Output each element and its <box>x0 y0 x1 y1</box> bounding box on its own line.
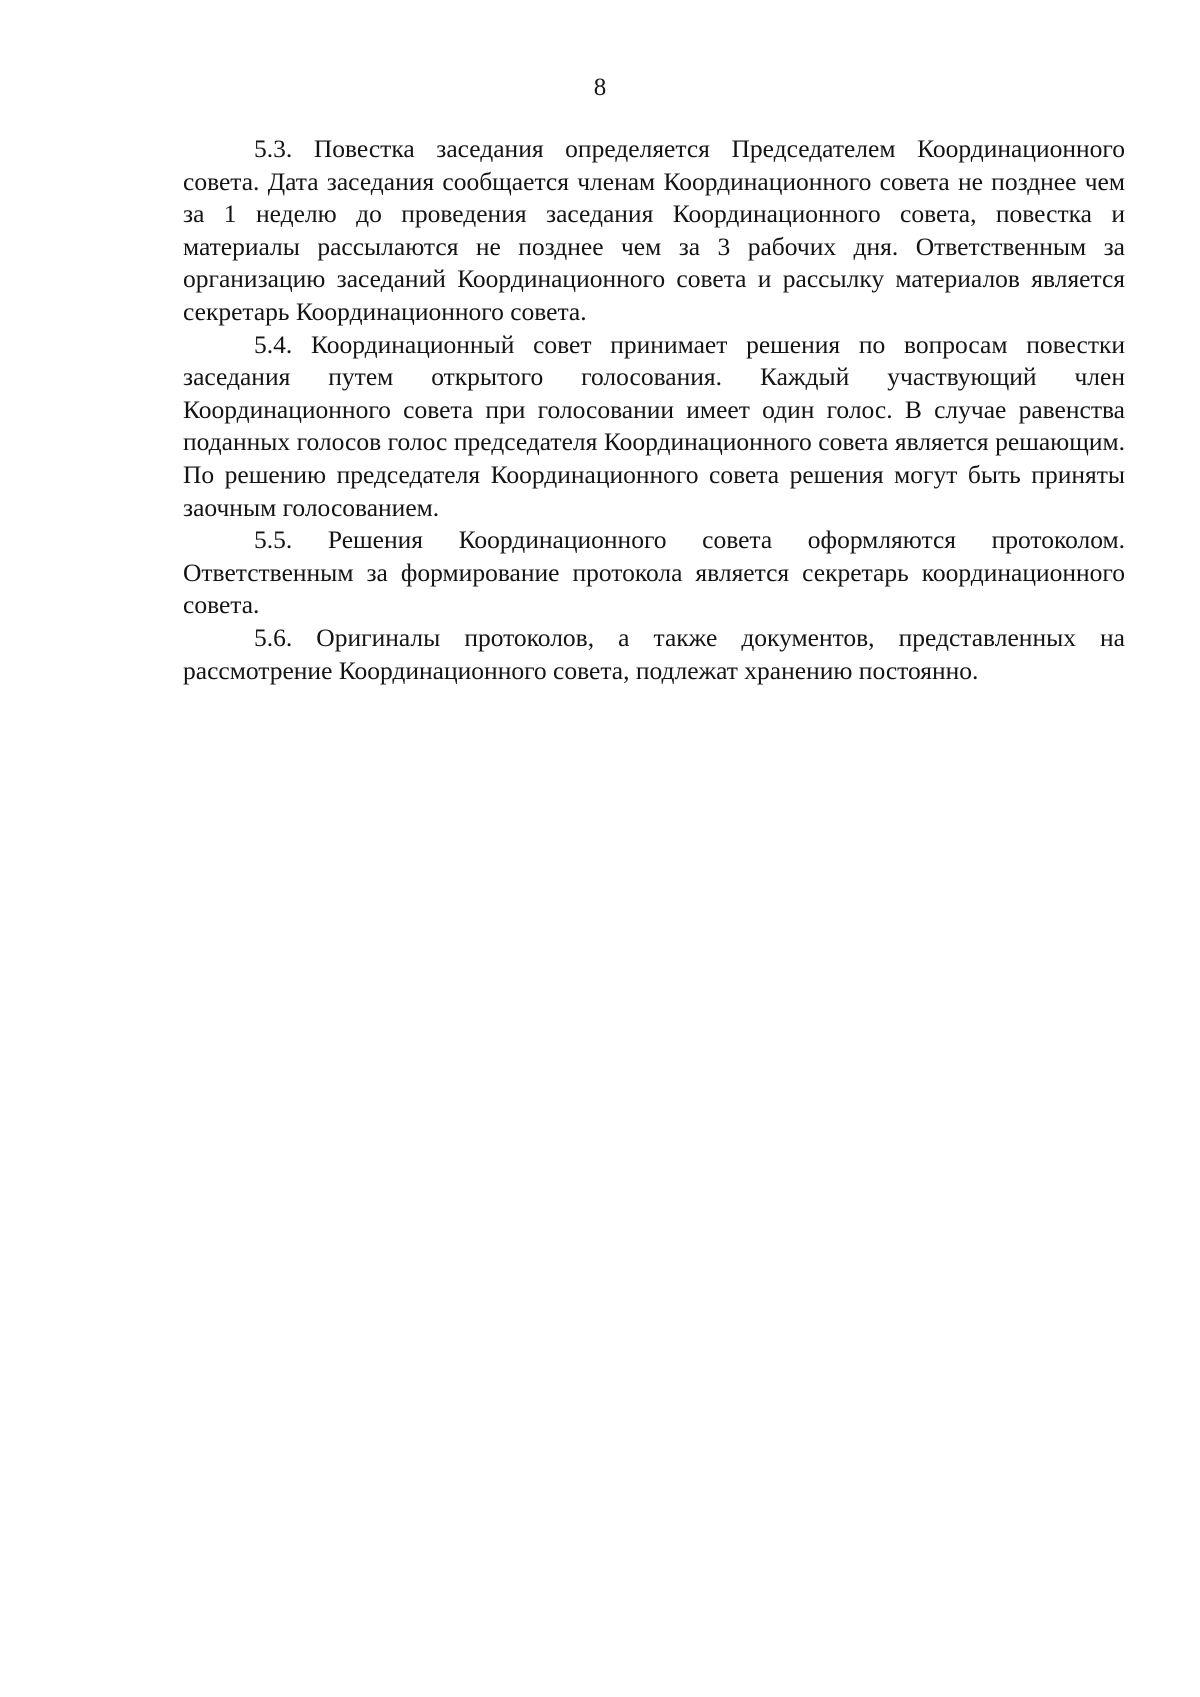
page-number: 8 <box>593 74 607 101</box>
paragraph-5-6: 5.6. Оригиналы протоколов, а также документов, представленных на рассмотрение Координационного совета, подлежат хранению постоянно. <box>183 622 1125 685</box>
paragraph-5-5: 5.5. Решения Координационного совета оформляются протоколом. Ответственным за формирование протокола является секретарь координационного совета. <box>183 525 1125 620</box>
document-body <box>183 133 1125 687</box>
paragraph-5-3: 5.3. Повестка заседания определяется Председателем Координационного совета. Дата заседания сообщается членам Координационного совета не позднее чем за 1 неделю до проведения заседания Координационного совета, повестка и материалы рассылаются не позднее чем за 3 рабочих дня. Ответственным за организацию заседаний Координационного совета и рассылку материалов является секретарь Координационного совета. <box>183 134 1125 326</box>
paragraph-5-4: 5.4. Координационный совет принимает решения по вопросам повестки заседания путем открытого голосования. Каждый участвующий член Координационного совета при голосовании имеет один голос. В случае равенства поданных голосов голос председателя Координационного совета является решающим. По решению председателя Координационного совета решения могут быть приняты заочным голосованием. <box>183 329 1125 522</box>
